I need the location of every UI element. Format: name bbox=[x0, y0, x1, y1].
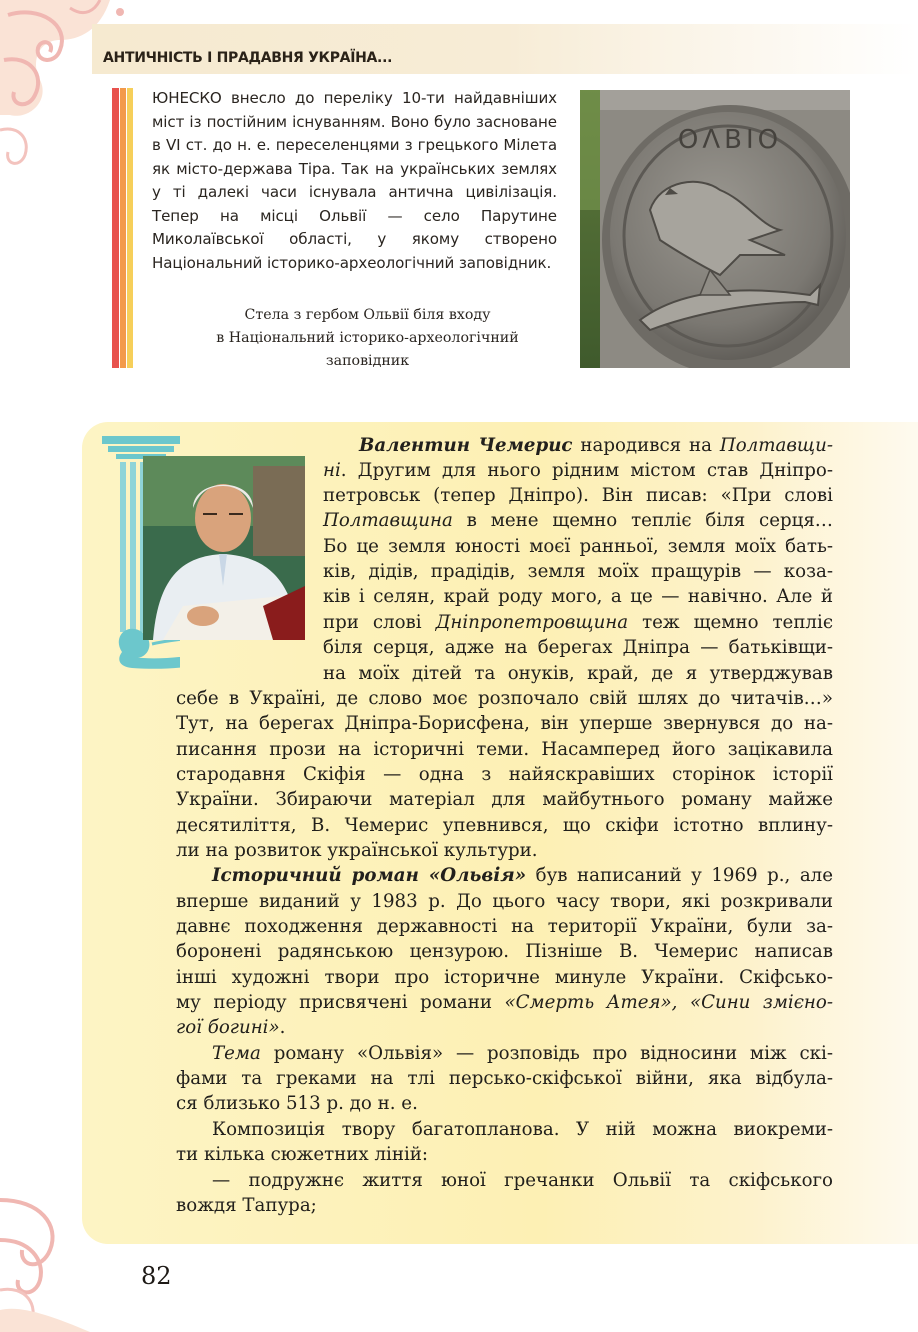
text-line: вождя Тапура; bbox=[176, 1195, 317, 1216]
photo-caption bbox=[160, 304, 575, 373]
corner-ornament-bottom bbox=[0, 1180, 130, 1332]
caption-line: Стела з гербом Ольвії біля входу bbox=[244, 307, 491, 323]
text-line: гої богині». bbox=[176, 1017, 286, 1038]
text-line: стародавня Скіфія — одна з найяскравіших сторінок історії bbox=[176, 764, 833, 785]
text-line: Композиція твору багатопланова. У ній можна виокреми- bbox=[212, 1119, 833, 1140]
running-head: АНТИЧНІСТЬ І ПРАДАВНЯ УКРАЇНА... bbox=[103, 50, 393, 66]
text-line: му періоду присвячені романи «Смерть Атея», «Сини змієно- bbox=[176, 992, 833, 1013]
text-line: ків, дідів, прадідів, земля моїх пращурів — коза- bbox=[323, 561, 833, 582]
text-line: України. Збираючи матеріал для майбутнього роману майже bbox=[176, 789, 833, 810]
text-line: Полтавщина в мене щемно тепліє біля серця… bbox=[323, 510, 833, 531]
text-line: фами та греками на тлі персько-скіфської війни, яка відбула- bbox=[176, 1068, 833, 1089]
accent-bars bbox=[112, 88, 134, 368]
text-line: себе в Україні, де слово моє розпочало свій шлях до читачів…» bbox=[176, 688, 833, 709]
text-line: Валентин Чемерис народився на Полтавщи- bbox=[359, 435, 833, 456]
text-line: писання прози на історичні теми. Насамперед його зацікавила bbox=[176, 739, 833, 760]
text-line: інші художні твори про історичне минуле України. Скіфсько- bbox=[176, 967, 833, 988]
olbia-stela-photo bbox=[580, 90, 850, 368]
caption-line: в Національний історико-археологічний bbox=[216, 330, 519, 346]
author-portrait bbox=[143, 456, 305, 640]
text-line: Бо це земля юності моєї ранньої, земля моїх бать- bbox=[323, 536, 833, 557]
text-line: Тема роману «Ольвія» — розповідь про відносини між скі- bbox=[212, 1043, 833, 1064]
text-line: ти кілька сюжетних ліній: bbox=[176, 1144, 429, 1165]
text-line: вперше виданий у 1983 р. До цього часу твори, які розкривали bbox=[176, 891, 833, 912]
text-line: петровськ (тепер Дніпро). Він писав: «При слові bbox=[323, 485, 833, 506]
header-band bbox=[92, 24, 918, 74]
text-line: Тут, на берегах Дніпра-Борисфена, він уперше звернувся до на- bbox=[176, 713, 833, 734]
stela-inscription: ОΛΒΙΟ bbox=[677, 125, 783, 155]
page-number: 82 bbox=[141, 1262, 172, 1290]
text-line: ся близько 513 р. до н. е. bbox=[176, 1093, 418, 1114]
text-line: ли на розвиток української культури. bbox=[176, 840, 538, 861]
text-line: — подружнє життя юної гречанки Ольвії та скіфського bbox=[212, 1170, 833, 1191]
caption-line: заповідник bbox=[325, 353, 410, 369]
text-line: біля серця, адже на берегах Дніпра — батьківщи- bbox=[323, 637, 833, 658]
text-line: давнє походження державності на території України, були за- bbox=[176, 916, 833, 937]
text-line: боронені радянською цензурою. Пізніше В. Чемерис написав bbox=[176, 941, 833, 962]
text-line: десятиліття, В. Чемерис упевнився, що скіфи істотно вплину- bbox=[176, 815, 833, 836]
intro-paragraph: ЮНЕСКО внесло до переліку 10-ти найдавніших міст із постійним існуванням. Воно було засноване в VI ст. до н. е. переселенцями з грецького Мілета як місто-держава Тіра. Так на українських землях у ті далекі часи існувала антична цивілізація. Тепер на місці Ольвії — село Парутине Миколаївської області, у якому створено Національний історико-археологічний заповідник. bbox=[152, 89, 557, 272]
text-line: при слові Дніпропетровщина теж щемно тепліє bbox=[323, 612, 833, 633]
text-line: Історичний роман «Ольвія» був написаний у 1969 р., але bbox=[212, 865, 833, 886]
text-line: на моїх дітей та онуків, край, де я утверджував bbox=[323, 663, 833, 684]
text-line: ні. Другим для нього рідним містом став Дніпро- bbox=[323, 460, 833, 481]
text-line: ків і селян, край роду мого, а це — навічно. Але й bbox=[323, 586, 833, 607]
